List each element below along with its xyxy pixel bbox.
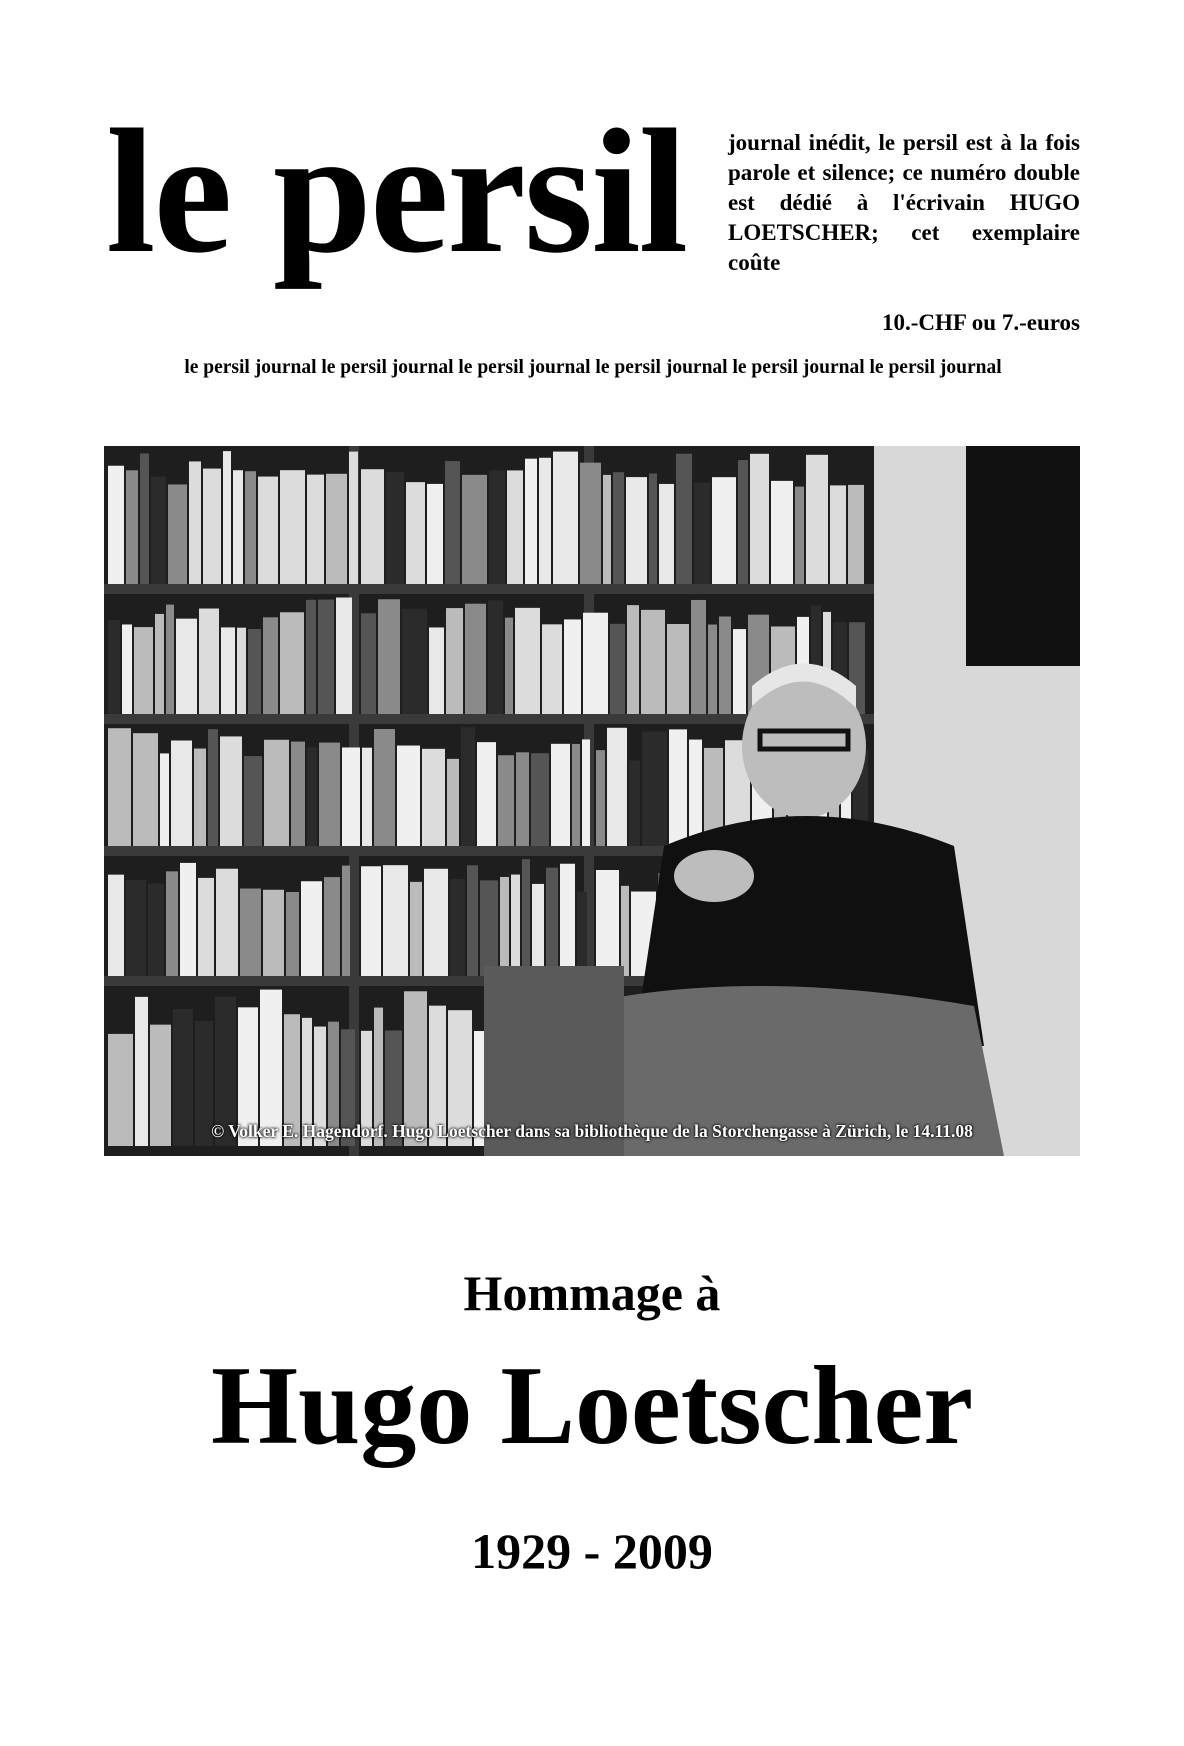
book-spine xyxy=(795,487,804,584)
book-spine xyxy=(525,459,537,584)
author-name: Hugo Loetscher xyxy=(210,1344,974,1468)
book-spine xyxy=(108,875,124,976)
book-spine xyxy=(361,613,376,714)
journal-title: le persil xyxy=(106,92,687,290)
book-spine xyxy=(362,748,372,846)
masthead-blurb: journal inédit, le persil est à la fois parole et silence; ce numéro double est dédié à l'écrivain HUGO LOETSCHER; cet exemplaire coûte xyxy=(728,130,1080,275)
repeated-banner-line: le persil journal le persil journal le persil journal le persil journal le persil journal le persil journal xyxy=(184,357,1002,378)
book-spine xyxy=(712,477,736,584)
book-spine xyxy=(258,477,278,584)
book-spine xyxy=(848,485,864,584)
book-spine xyxy=(223,451,231,584)
book-spine xyxy=(738,460,748,584)
book-spine xyxy=(176,619,197,714)
book-spine xyxy=(248,629,261,714)
book-spine xyxy=(830,485,846,584)
book-spine xyxy=(160,753,169,846)
life-dates: 1929 - 2009 xyxy=(471,1523,713,1579)
book-spine xyxy=(280,470,305,584)
book-spine xyxy=(669,729,687,846)
book-spine xyxy=(446,608,463,714)
book-spine xyxy=(607,728,627,846)
book-spine xyxy=(326,474,347,584)
book-spine xyxy=(194,749,206,846)
book-spine xyxy=(689,740,702,846)
book-spine xyxy=(531,753,549,846)
book-spine xyxy=(208,729,218,846)
book-spine xyxy=(733,629,746,714)
book-spine xyxy=(361,469,384,584)
book-spine xyxy=(140,453,149,584)
book-spine xyxy=(610,624,625,714)
book-spine xyxy=(498,755,514,846)
book-spine xyxy=(627,605,639,714)
book-spine xyxy=(582,739,590,846)
book-spine xyxy=(134,627,153,714)
book-spine xyxy=(166,871,178,976)
book-spine xyxy=(771,481,793,584)
book-spine xyxy=(397,746,420,846)
book-spine xyxy=(280,612,304,714)
book-spine xyxy=(151,476,166,584)
book-spine xyxy=(220,736,242,846)
book-spine xyxy=(264,740,289,846)
book-spine xyxy=(642,732,667,846)
book-spine xyxy=(148,884,164,976)
book-spine xyxy=(489,470,505,584)
book-spine xyxy=(216,869,238,976)
book-spine xyxy=(621,886,629,976)
book-spine xyxy=(511,875,520,976)
book-spine xyxy=(750,454,769,584)
book-spine xyxy=(539,458,551,584)
book-spine xyxy=(580,463,601,584)
book-spine xyxy=(694,483,710,584)
book-spine xyxy=(126,470,138,584)
book-spine xyxy=(402,609,427,714)
book-spine xyxy=(603,475,611,584)
book-spine xyxy=(515,608,540,714)
book-spine xyxy=(374,729,395,846)
book-spine xyxy=(583,613,608,714)
book-spine xyxy=(155,614,164,714)
book-spine xyxy=(546,868,558,976)
book-spine xyxy=(708,625,717,714)
book-spine xyxy=(263,617,278,714)
book-spine xyxy=(410,882,422,976)
book-spine xyxy=(564,619,581,714)
book-spine xyxy=(560,864,575,976)
book-spine xyxy=(676,454,692,584)
book-spine xyxy=(477,742,496,846)
book-spine xyxy=(572,744,580,846)
book-spine xyxy=(659,484,674,584)
book-spine xyxy=(691,600,706,714)
book-spine xyxy=(307,475,324,584)
book-spine xyxy=(424,869,448,976)
book-spine xyxy=(108,728,131,846)
book-spine xyxy=(505,618,513,714)
book-spine xyxy=(516,752,529,846)
book-spine xyxy=(291,742,305,846)
book-spine xyxy=(189,461,201,584)
book-spine xyxy=(806,455,828,584)
book-spine xyxy=(180,863,196,976)
book-spine xyxy=(507,470,523,584)
book-spine xyxy=(522,859,530,976)
book-spine xyxy=(318,600,334,714)
book-spine xyxy=(551,744,570,846)
book-spine xyxy=(263,890,284,976)
price-label: 10.-CHF ou 7.-euros xyxy=(881,310,1080,335)
book-spine xyxy=(126,880,146,976)
book-spine xyxy=(577,892,587,976)
book-spine xyxy=(122,624,132,714)
book-spine xyxy=(488,600,503,714)
book-spine xyxy=(378,599,400,714)
book-spine xyxy=(447,759,459,846)
book-spine xyxy=(427,484,443,584)
book-spine xyxy=(383,865,408,976)
book-spine xyxy=(361,866,381,976)
book-spine xyxy=(467,865,478,976)
book-spine xyxy=(613,472,624,584)
library-photo-illustration xyxy=(104,446,1080,1156)
book-spine xyxy=(445,461,460,584)
book-spine xyxy=(233,470,243,584)
book-spine xyxy=(649,473,657,584)
book-spine xyxy=(461,727,475,846)
book-spine xyxy=(307,747,317,846)
book-spine xyxy=(641,610,665,714)
book-spine xyxy=(719,616,731,714)
book-spine xyxy=(629,760,640,846)
book-spine xyxy=(429,627,444,714)
book-spine xyxy=(342,747,360,846)
book-spine xyxy=(203,469,221,584)
tribute-heading: Hommage à xyxy=(463,1265,721,1321)
book-spine xyxy=(198,878,214,976)
book-spine xyxy=(450,879,465,976)
book-spine xyxy=(240,889,261,976)
book-spine xyxy=(108,466,124,584)
book-spine xyxy=(532,884,544,976)
book-spine xyxy=(171,741,192,846)
book-spine xyxy=(349,452,358,584)
book-spine xyxy=(301,881,322,976)
book-spine xyxy=(168,484,187,584)
book-spine xyxy=(542,624,562,714)
book-spine xyxy=(166,605,174,714)
book-spine xyxy=(462,475,487,584)
book-spine xyxy=(626,477,647,584)
book-spine xyxy=(553,452,578,584)
book-spine xyxy=(108,620,120,714)
book-spine xyxy=(336,598,352,714)
book-spine xyxy=(319,743,340,846)
book-spine xyxy=(199,609,219,714)
book-spine xyxy=(306,600,316,714)
photo-caption: © Volker E. Hagendorf. Hugo Loetscher dans sa bibliothèque de la Storchengasse à Zürich, le 14.11.08 xyxy=(211,1121,973,1141)
book-spine xyxy=(244,756,262,846)
book-spine xyxy=(480,880,498,976)
book-spine xyxy=(596,750,605,846)
book-spine xyxy=(406,482,425,584)
book-spine xyxy=(465,604,486,714)
book-spine xyxy=(500,877,509,976)
book-spine xyxy=(386,472,404,584)
book-spine xyxy=(286,892,299,976)
book-spine xyxy=(245,471,256,584)
book-spine xyxy=(133,733,158,846)
book-spine xyxy=(667,624,689,714)
cover-photo xyxy=(104,446,1080,1156)
book-spine xyxy=(596,870,619,976)
book-spine xyxy=(422,749,445,846)
book-spine xyxy=(342,866,350,976)
book-spine xyxy=(237,628,246,714)
book-spine xyxy=(221,627,235,714)
book-spine xyxy=(324,877,340,976)
